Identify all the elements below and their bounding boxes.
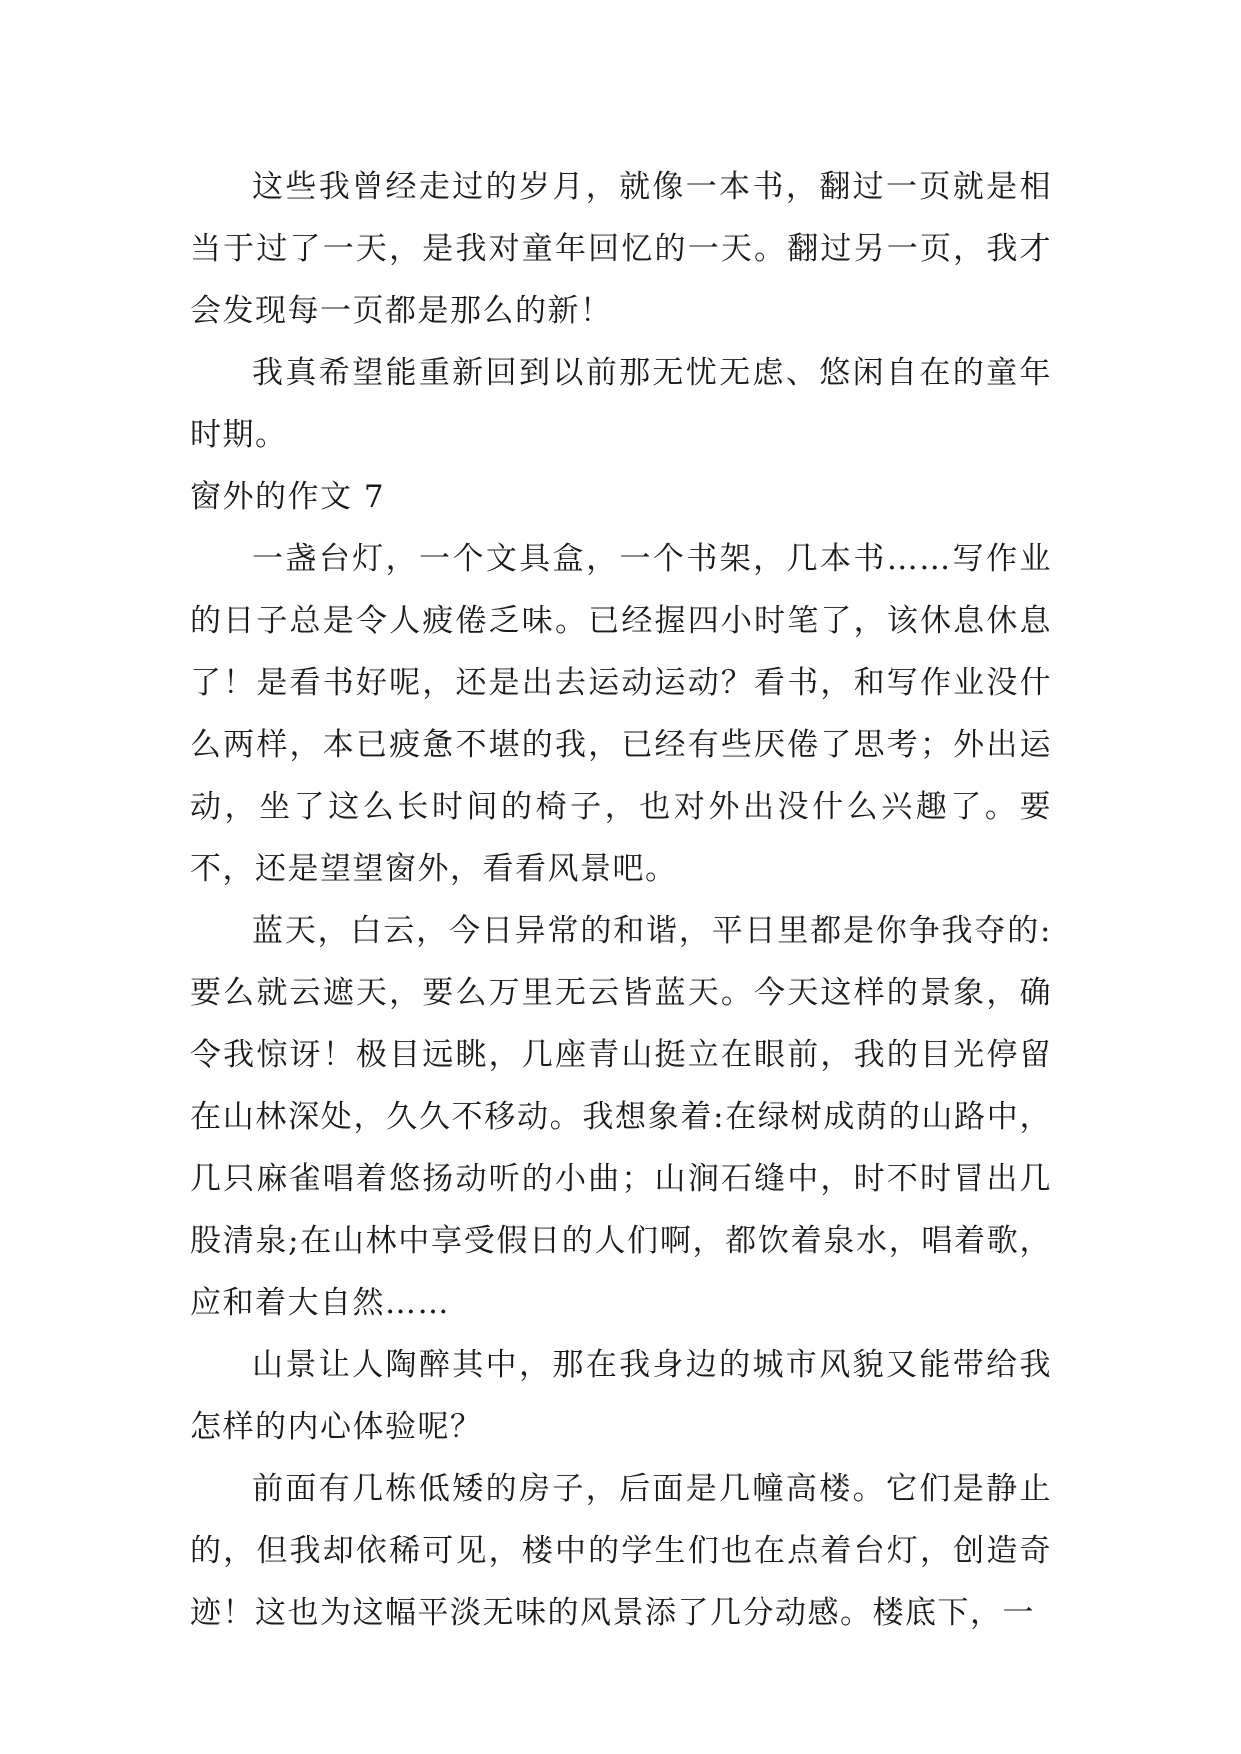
paragraph-2: 我真希望能重新回到以前那无忧无虑、悠闲自在的童年时期。	[190, 355, 1052, 453]
essay-heading: 窗外的作文 7	[190, 479, 386, 515]
paragraph-4: 蓝天，白云，今日异常的和谐，平日里都是你争我夺的:要么就云遮天，要么万里无云皆蓝天。今天这样的景象，确令我惊讶！极目远眺，几座青山挺立在眼前，我的目光停留在山林深处，久久不移动。我想象着:在绿树成荫的山路中，几只麻雀唱着悠扬动听的小曲；山涧石缝中，时不时冒出几股清泉;在山林中享受假日的人们啊，都饮着泉水，唱着歌，应和着大自然……	[190, 913, 1052, 1321]
paragraph-3: 一盏台灯，一个文具盒，一个书架，几本书……写作业的日子总是令人疲倦乏味。已经握四小时笔了，该休息休息了！是看书好呢，还是出去运动运动？看书，和写作业没什么两样，本已疲惫不堪的我，已经有些厌倦了思考；外出运动，坐了这么长时间的椅子，也对外出没什么兴趣了。要不，还是望望窗外，看看风景吧。	[190, 541, 1052, 887]
paragraph-5: 山景让人陶醉其中，那在我身边的城市风貌又能带给我怎样的内心体验呢？	[190, 1347, 1052, 1445]
document-body	[190, 156, 1052, 1644]
paragraph-6: 前面有几栋低矮的房子，后面是几幢高楼。它们是静止的，但我却依稀可见，楼中的学生们也在点着台灯，创造奇迹！这也为这幅平淡无味的风景添了几分动感。楼底下，一	[190, 1471, 1052, 1631]
paragraph-1: 这些我曾经走过的岁月，就像一本书，翻过一页就是相当于过了一天，是我对童年回忆的一天。翻过另一页，我才会发现每一页都是那么的新！	[190, 169, 1052, 329]
